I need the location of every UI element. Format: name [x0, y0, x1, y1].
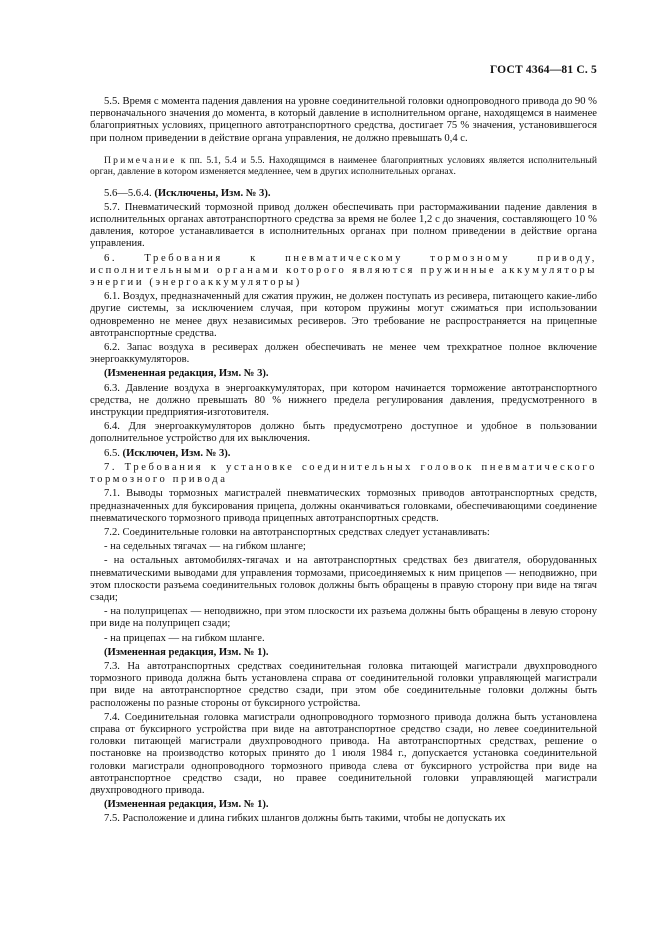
amendment-note: (Измененная редакция, Изм. № 3).	[104, 368, 269, 380]
section-7-title: 7. Требования к установке соединительных головок пневматического тормозного привода	[90, 461, 597, 486]
paragraph-6-5-excluded: (Исключен, Изм. № 3).	[122, 447, 231, 459]
paragraph-6-2: 6.2. Запас воздуха в ресиверах должен обеспечивать не менее чем трехкратное полное включение энергоаккумуляторов.	[90, 342, 597, 366]
paragraph-7-5: 7.5. Расположение и длина гибких шлангов должны быть такими, чтобы не допускать их	[104, 813, 506, 825]
list-item: - на остальных автомобилях-тягачах и на автотранспортных средствах без двигателя, оборудованных пневматическими выводами для управления тормозами, присоединяемых к ним прицепов — неподвижно, при этом плоскости разъема соединительных головок должны быть обращены в правую сторону при виде на тягач сзади;	[90, 555, 597, 603]
paragraph-6-5-number: 6.5.	[104, 447, 123, 459]
paragraph-5-6-excluded: (Исключены, Изм. № 3).	[154, 187, 271, 199]
paragraph-6-5	[90, 448, 597, 460]
paragraph-5-7: 5.7. Пневматический тормозной привод должен обеспечивать при растормаживании падение давления в исполнительных органах автотранспортного средства за время не более 1,2 с до значения, составляющего 10 % давления, которое устанавливается в исполнительных органах при полном приведении в действие органа управления.	[90, 201, 597, 250]
paragraph-5-5: 5.5. Время с момента падения давления на уровне соединительной головки однопроводного привода до 90 % первоначального значения до момента, в который давление в исполнительном органе, находящемся в наименее благоприятных условиях, прицепного автотранспортного средства, достигает 75 % значения, установившегося при полном приведении в действие органа управления, не должно превышать 0,4 с.	[90, 96, 597, 144]
paragraph-7-4: 7.4. Соединительная головка магистрали однопроводного тормозного привода должна быть установлена справа от буксирного устройства при виде на автотранспортное средство сзади, но левее соединительной головки питающей магистрали двухпроводного привода. На автотранспортных средствах, решение о постановке на производство которых принято до 1 июля 1984 г., допускается установка соединительной головки магистрали однопроводного тормозного привода слева от буксирного устройства при виде на автотранспортное средство сзади, но правее соединительной головки управляющей магистрали двухпроводного привода.	[90, 711, 597, 796]
paragraph-6-4: 6.4. Для энергоаккумуляторов должно быть предусмотрено доступное и удобное в пользовании дополнительное устройство для их выключения.	[90, 421, 597, 445]
paragraph-5-6-number: 5.6—5.6.4.	[104, 187, 155, 199]
paragraph-6-3: 6.3. Давление воздуха в энергоаккумуляторах, при котором начинается торможение автотранспортного средства, не должно превышать 80 % нижнего предела регулирования давления, предусмотренного в инструкции предприятия-изготовителя.	[90, 382, 597, 419]
paragraph-7-3: 7.3. На автотранспортных средствах соединительная головка питающей магистрали двухпроводного тормозного привода должна быть установлена справа от соединительной головки управляющей магистрали при виде на автотранспортное средство сзади, при этом обе соединительные головки должны быть расположены по разные стороны от буксирного устройства.	[90, 660, 597, 709]
note-label: Примечание	[104, 154, 177, 166]
amendment-note: (Измененная редакция, Изм. № 1).	[104, 646, 269, 658]
list-item: - на седельных тягачах — на гибком шланге;	[104, 541, 306, 553]
section-6-title: 6. Требования к пневматическому тормозному приводу, исполнительными органами которого являются пружинные аккумуляторы энергии (энергоаккумуляторы)	[90, 252, 597, 289]
page-header: ГОСТ 4364—81 С. 5	[489, 64, 597, 76]
document-body	[90, 96, 597, 828]
amendment-note: (Измененная редакция, Изм. № 1).	[104, 799, 269, 811]
note-text: к пп. 5.1, 5.4 и 5.5. Находящимся в наименее благоприятных условиях является исполнительный орган, давление в котором изменяется медленнее, чем в других исполнительных органах.	[90, 154, 597, 178]
list-item: - на прицепах — на гибком шланге.	[104, 632, 265, 644]
note-paragraph	[90, 155, 597, 178]
paragraph-6-1: 6.1. Воздух, предназначенный для сжатия пружин, не должен поступать из ресивера, питающего какие-либо другие системы, за исключением случая, при котором пружины могут сжиматься при использовании одновременно не менее двух независимых ресиверов. Это требование не распространяется на прицепные автотранспортные средства.	[90, 291, 597, 339]
paragraph-5-6	[90, 188, 597, 200]
paragraph-7-1: 7.1. Выводы тормозных магистралей пневматических тормозных приводов автотранспортных средств, предназначенных для буксирования прицепа, должны оканчиваться головками, обеспечивающими соединение пневматического тормозного привода прицепных автотранспортных средств.	[90, 488, 597, 524]
list-item: - на полуприцепах — неподвижно, при этом плоскости их разъема должны быть обращены в левую сторону при виде на полуприцеп сзади;	[90, 606, 597, 630]
paragraph-7-2: 7.2. Соединительные головки на автотранспортных средствах следует устанавливать:	[104, 526, 490, 538]
